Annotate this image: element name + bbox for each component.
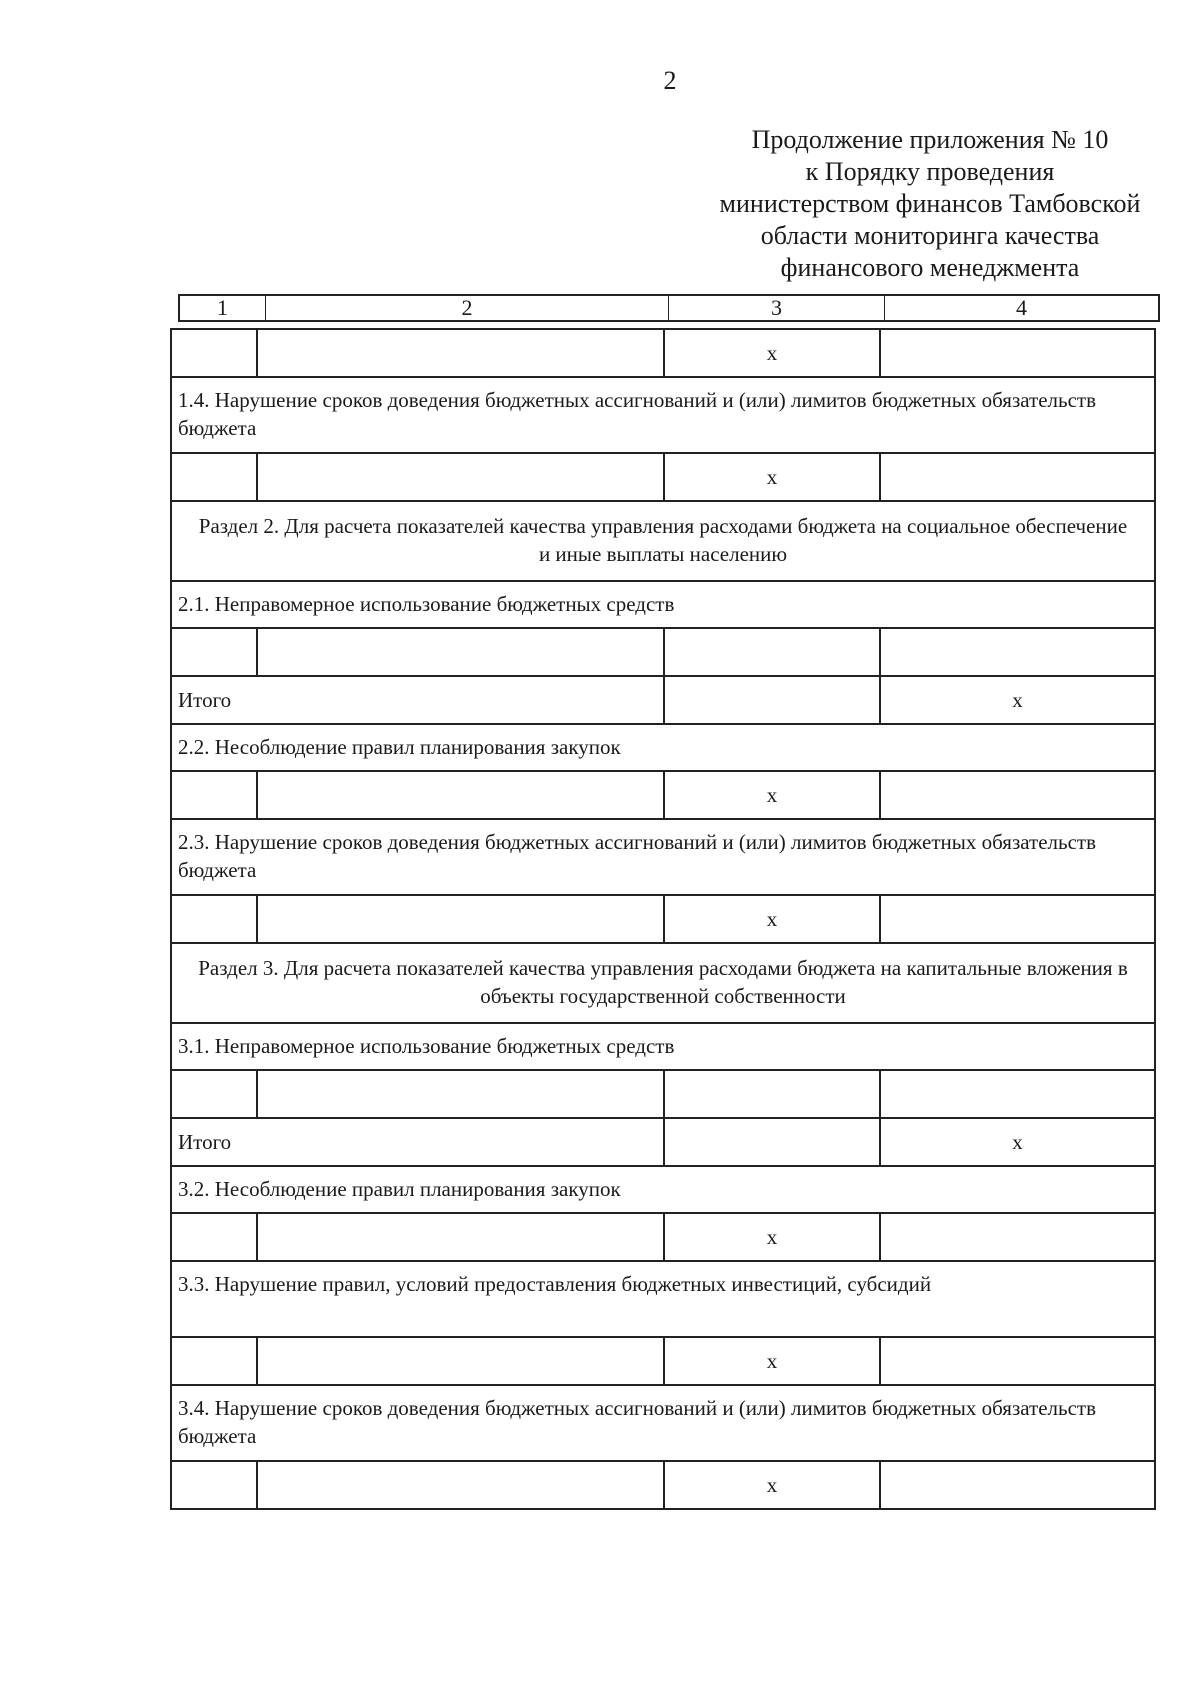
item-heading: 1.4. Нарушение сроков доведения бюджетных ассигнований и (или) лимитов бюджетных обязательств бюджета — [178, 388, 1097, 440]
section-heading-row — [172, 944, 1154, 1024]
table-cell-3: х — [665, 1462, 881, 1508]
item-heading: 2.3. Нарушение сроков доведения бюджетных ассигнований и (или) лимитов бюджетных обязательств бюджета — [178, 830, 1097, 882]
table-cell-3: х — [665, 772, 881, 818]
total-label: Итого — [172, 1119, 665, 1165]
table-cell-1 — [172, 1071, 258, 1117]
table-cell-2 — [258, 629, 665, 675]
section-heading: Раздел 2. Для расчета показателей качества управления расходами бюджета на социальное обеспечение и иные выплаты населению — [198, 514, 1128, 566]
table-cell-4 — [881, 1071, 1154, 1117]
table-cell-1 — [172, 330, 258, 376]
table-cell-4 — [881, 1214, 1154, 1260]
table-cell-4 — [881, 772, 1154, 818]
item-heading-row — [172, 582, 1154, 629]
table-cell-1 — [172, 1214, 258, 1260]
table-cell-4 — [881, 454, 1154, 500]
heading-line: министерством финансов Тамбовской — [719, 189, 1141, 218]
item-heading: 3.3. Нарушение правил, условий предоставления бюджетных инвестиций, субсидий — [178, 1272, 932, 1296]
table-cell-2 — [258, 1338, 665, 1384]
column-number-4: 4 — [1016, 295, 1027, 320]
table-cell-3 — [665, 677, 881, 723]
table-cell-2 — [258, 1214, 665, 1260]
column-number-3: 3 — [669, 296, 885, 320]
table-row — [172, 1338, 1154, 1386]
table-cell-1 — [172, 896, 258, 942]
table-cell-4 — [881, 1338, 1154, 1384]
table-cell-4: х — [1012, 1129, 1023, 1154]
item-heading-row — [172, 378, 1154, 454]
table-cell-2 — [258, 772, 665, 818]
item-heading: 2.2. Несоблюдение правил планирования закупок — [178, 735, 621, 759]
item-heading-row — [172, 1024, 1154, 1071]
heading-line: финансового менеджмента — [780, 253, 1080, 282]
table-row — [172, 330, 1154, 378]
table-cell-3 — [665, 1119, 881, 1165]
table-row — [172, 896, 1154, 944]
table-cell-3: х — [665, 1214, 881, 1260]
table-cell-4 — [881, 1462, 1154, 1508]
total-row — [172, 1119, 1154, 1167]
heading-line: к Порядку проведения — [805, 157, 1055, 186]
table-cell-4 — [881, 330, 1154, 376]
heading-line: Продолжение приложения № 10 — [751, 125, 1109, 154]
table-row — [172, 1214, 1154, 1262]
table-cell-3: х — [665, 896, 881, 942]
table-cell-2 — [258, 1071, 665, 1117]
table-cell-2 — [258, 330, 665, 376]
table-cell-1 — [172, 1462, 258, 1508]
column-number-2: 2 — [266, 296, 669, 320]
section-heading: Раздел 3. Для расчета показателей качества управления расходами бюджета на капитальные вложения в объекты государственной собственности — [198, 956, 1128, 1008]
table-cell-4 — [881, 896, 1154, 942]
total-label: Итого — [172, 677, 665, 723]
table-cell-4 — [881, 629, 1154, 675]
table-cell-3 — [665, 1071, 881, 1117]
column-number-header — [178, 294, 1160, 322]
item-heading: 2.1. Неправомерное использование бюджетных средств — [178, 592, 675, 616]
appendix-heading — [690, 124, 1170, 284]
item-heading-row — [172, 1262, 1154, 1338]
column-number-1: 1 — [180, 296, 266, 320]
table-row — [172, 629, 1154, 677]
table-cell-2 — [258, 1462, 665, 1508]
page-number: 2 — [663, 66, 677, 95]
table-cell-1 — [172, 1338, 258, 1384]
table-row — [172, 1462, 1154, 1510]
table-cell-3: х — [665, 454, 881, 500]
table-cell-3: х — [665, 330, 881, 376]
table-cell-3: х — [665, 1338, 881, 1384]
item-heading-row — [172, 1167, 1154, 1214]
table-cell-2 — [258, 454, 665, 500]
table-row — [172, 454, 1154, 502]
heading-line: области мониторинга качества — [760, 221, 1100, 250]
item-heading: 3.2. Несоблюдение правил планирования закупок — [178, 1177, 621, 1201]
table-cell-4: х — [1012, 687, 1023, 712]
item-heading: 3.4. Нарушение сроков доведения бюджетных ассигнований и (или) лимитов бюджетных обязательств бюджета — [178, 1396, 1097, 1448]
item-heading-row — [172, 1386, 1154, 1462]
table-cell-2 — [258, 896, 665, 942]
total-row — [172, 677, 1154, 725]
table-cell-1 — [172, 772, 258, 818]
table-row — [172, 772, 1154, 820]
table-cell-1 — [172, 454, 258, 500]
item-heading-row — [172, 725, 1154, 772]
violations-table — [170, 328, 1156, 1510]
table-cell-3 — [665, 629, 881, 675]
item-heading: 3.1. Неправомерное использование бюджетных средств — [178, 1034, 675, 1058]
section-heading-row — [172, 502, 1154, 582]
table-cell-1 — [172, 629, 258, 675]
table-row — [172, 1071, 1154, 1119]
item-heading-row — [172, 820, 1154, 896]
